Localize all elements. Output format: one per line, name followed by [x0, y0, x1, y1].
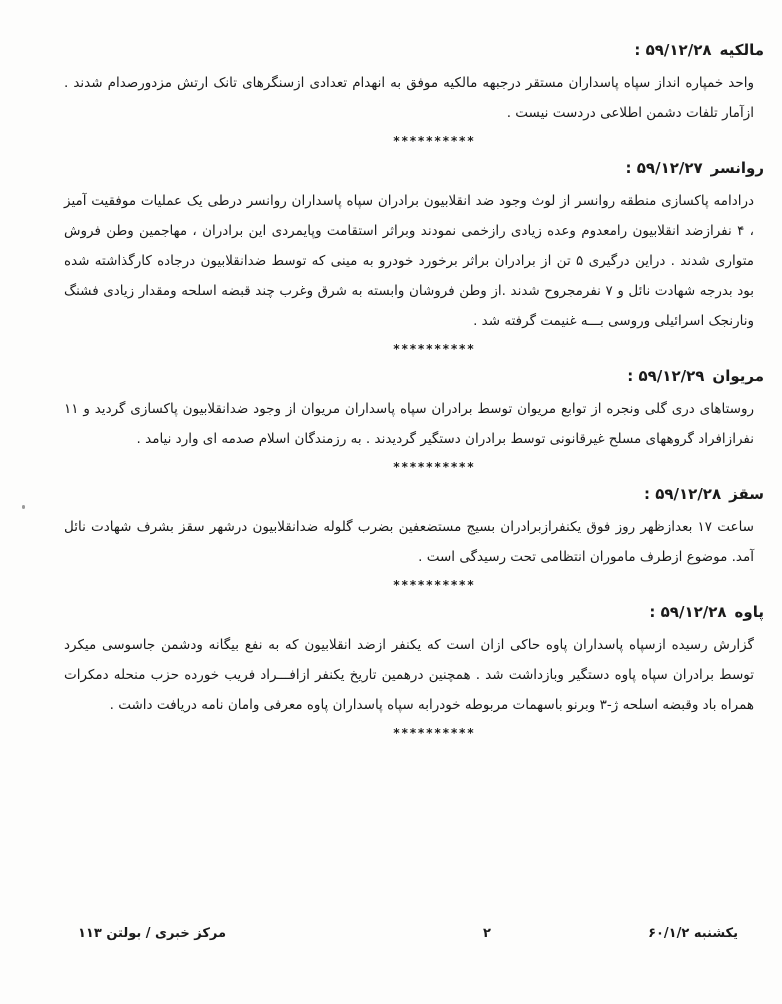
footer-source: مرکز خبری / بولتن ۱۱۳	[78, 926, 227, 941]
item-location: مالکیه	[719, 41, 764, 59]
asterisk-separator: **********	[392, 460, 476, 474]
item-date: ۵۹/۱۲/۲۷ :	[625, 159, 703, 177]
asterisk-separator: **********	[392, 342, 476, 356]
item-date: ۵۹/۱۲/۲۸ :	[634, 41, 712, 59]
item-body: روستاهای دری گلی ونجره از توابع مریوان توسط برادران سپاه پاسداران مریوان از وجود ضدانقلابیون پاکسازی گردید و ۱۱ نفرازافراد گروههای مسلح غیرقانونی توسط برادران دستگیر گردیدند . به رزمندگان اسلام صدمه ای وارد نیامد .	[64, 401, 754, 447]
item-heading	[64, 40, 764, 60]
item-body: واحد خمپاره انداز سپاه پاسداران مستقر درجبهه مالکیه موفق به انهدام تعدادی ازسنگرهای تانک ارتش مزدورصدام شدند . ازآمار تلفات دشمن اطلاعی دردست نیست .	[64, 75, 754, 121]
item-heading	[64, 366, 764, 386]
asterisk-separator: **********	[392, 726, 476, 740]
asterisk-separator: **********	[392, 134, 476, 148]
item-location: مریوان	[712, 367, 764, 385]
news-item-ravansar	[64, 158, 764, 336]
page-number: ۲	[483, 926, 491, 941]
scan-speck	[22, 505, 25, 509]
item-location: سقز	[729, 485, 764, 503]
item-date: ۵۹/۱۲/۲۸ :	[643, 485, 722, 503]
footer-date: یکشنبه ۶۰/۱/۲	[648, 926, 738, 941]
item-heading	[64, 158, 764, 178]
item-heading	[64, 602, 764, 622]
news-item-malekiyeh	[64, 40, 764, 128]
bulletin-content	[64, 40, 764, 750]
page-footer	[78, 926, 738, 946]
item-location: روانسر	[710, 159, 764, 177]
news-item-marivan	[64, 366, 764, 454]
item-body: گزارش رسیده ازسپاه پاسداران پاوه حاکی ازان است که یکنفر ازضد انقلابیون که به نفع بیگانه ودشمن جاسوسی میکرد توسط برادران سپاه پاوه دستگیر وبازداشت شد . همچنین درهمین تاریخ یکنفر ازافـــراد فریب خورده حزب منحله دمکرات همراه باد وقبضه اسلحه ژ-۳ وبرنو باسهمات مربوطه خودرابه سپاه پاسداران پاوه معرفی وامان نامه دریافت داشت .	[64, 637, 754, 713]
news-item-paveh	[64, 602, 764, 720]
asterisk-separator: **********	[392, 578, 476, 592]
item-location: پاوه	[734, 603, 764, 621]
item-heading	[64, 484, 764, 504]
item-date: ۵۹/۱۲/۲۸ :	[649, 603, 727, 621]
item-date: ۵۹/۱۲/۲۹ :	[627, 367, 705, 385]
news-item-saqqez	[64, 484, 764, 572]
item-body: ساعت ۱۷ بعدازظهر روز فوق یکنفرازبرادران بسیج مستضعفین بضرب گلوله ضدانقلابیون درشهر سقز بشرف شهادت نائل آمد. موضوع ازطرف ماموران انتظامی تحت رسیدگی است .	[64, 519, 754, 565]
item-body: درادامه پاکسازی منطقه روانسر از لوث وجود ضد انقلابیون برادران سپاه پاسداران روانسر درطی یک عملیات موفقیت آمیز ، ۴ نفرازضد انقلابیون رامعدوم وعده زیادی رازخمی نمودند وبراثر استقامت وپایمردی این برادران ، مهاجمین وطن فروش متواری شدند . دراین درگیری ۵ تن از برادران براثر برخورد خودرو به مینی که توسط ضدانقلابیون درجاده کارگذاشته شده بود بدرجه شهادت نائل و ۷ نفرمجروح شدند .از وطن فروشان وابسته به شرق وغرب چند قبضه اسلحه ومقدار زیادی فشنگ ونارنجک اسرائیلی وروسی بـــه غنیمت گرفته شد .	[64, 193, 755, 329]
